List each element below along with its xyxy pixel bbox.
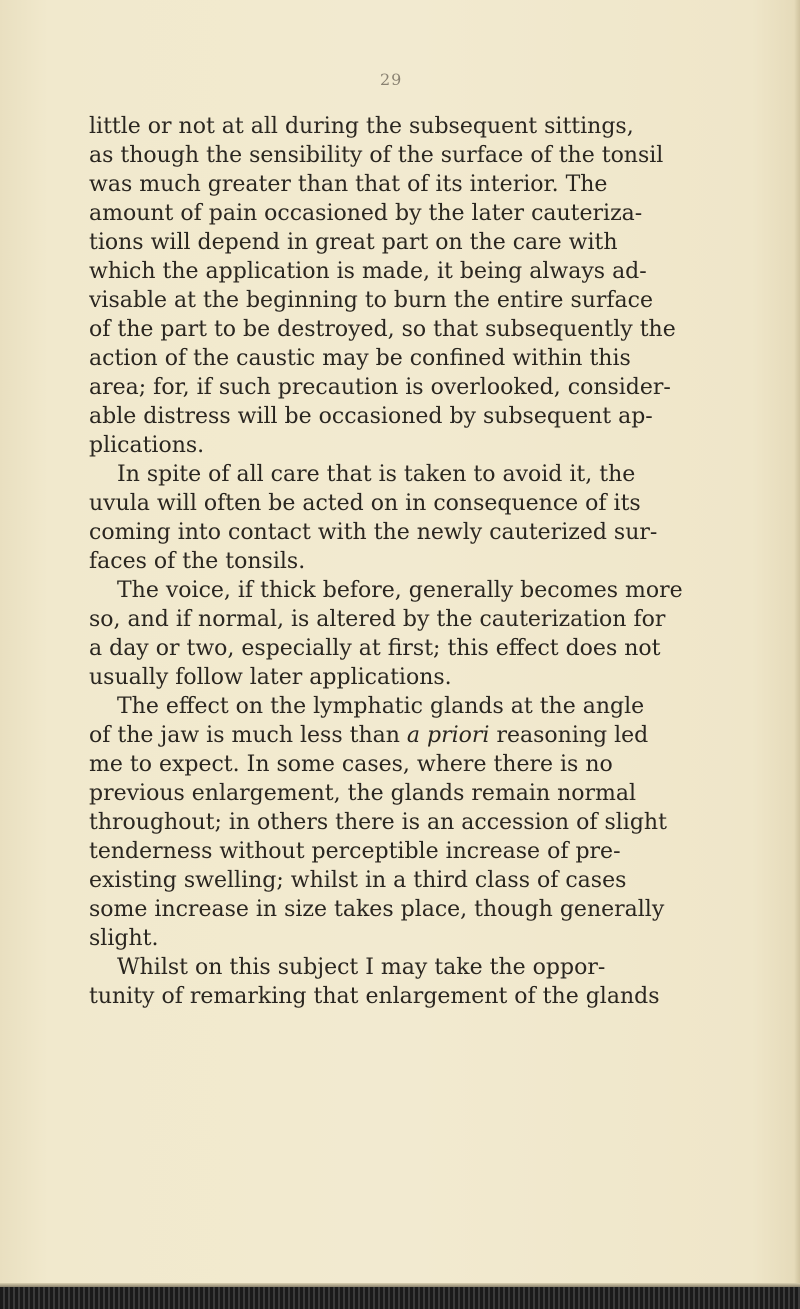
page-right-edge: [794, 0, 800, 1287]
text-line: [89, 402, 749, 431]
text-line-content: plications.: [89, 433, 205, 458]
text-line: [89, 982, 749, 1011]
text-line: [89, 112, 749, 141]
text-line-content: action of the caustic may be confined within this: [89, 346, 631, 371]
paragraph-start-line: [89, 953, 749, 982]
text-line-content: usually follow later applications.: [89, 665, 452, 690]
italic-phrase: a priori: [399, 723, 490, 748]
text-line-content: previous enlargement, the glands remain normal: [89, 781, 637, 806]
text-line-content: tions will depend in great part on the care with: [89, 230, 618, 255]
text-line: [89, 431, 749, 460]
text-line: [89, 489, 749, 518]
text-line-content: The effect on the lymphatic glands at the angle: [117, 694, 645, 719]
text-line-content: a day or two, especially at first; this effect does not: [89, 636, 661, 661]
body-text: [89, 112, 749, 1011]
book-binding-edge: [0, 1287, 800, 1309]
paragraph-start-line: [89, 460, 749, 489]
text-line: [89, 547, 749, 576]
text-line: [89, 605, 749, 634]
text-line-content: area; for, if such precaution is overlooked, consider-: [89, 375, 671, 400]
text-line-content: faces of the tonsils.: [89, 549, 306, 574]
text-line: [89, 924, 749, 953]
text-line-content: throughout; in others there is an accession of slight: [89, 810, 667, 835]
text-line: [89, 373, 749, 402]
text-line: [89, 199, 749, 228]
text-line-tail: reasoning led: [489, 723, 649, 748]
text-line: [89, 228, 749, 257]
text-line-content: little or not at all during the subsequent sittings,: [89, 114, 634, 139]
text-line-content: as though the sensibility of the surface of the tonsil: [89, 143, 664, 168]
text-line-content: The voice, if thick before, generally becomes more: [117, 578, 683, 603]
text-line-content: me to expect. In some cases, where there is no: [89, 752, 613, 777]
text-line: [89, 141, 749, 170]
text-line-content: slight.: [89, 926, 159, 951]
text-line: [89, 634, 749, 663]
text-line: [89, 895, 749, 924]
text-line: [89, 518, 749, 547]
text-line: [89, 750, 749, 779]
text-line: [89, 286, 749, 315]
text-line: [89, 663, 749, 692]
text-line-content: amount of pain occasioned by the later cauteriza-: [89, 201, 643, 226]
text-line-content: coming into contact with the newly cauterized sur-: [89, 520, 658, 545]
text-line-content: In spite of all care that is taken to avoid it, the: [117, 462, 636, 487]
text-line-content: some increase in size takes place, though generally: [89, 897, 665, 922]
text-line-content: of the jaw is much less than: [89, 723, 400, 748]
text-line-content: was much greater than that of its interior. The: [89, 172, 608, 197]
text-line-content: uvula will often be acted on in consequence of its: [89, 491, 641, 516]
text-line-content: Whilst on this subject I may take the oppor-: [117, 955, 606, 980]
paragraph-start-line: [89, 576, 749, 605]
text-line-content: which the application is made, it being always ad-: [89, 259, 647, 284]
text-line: [89, 837, 749, 866]
text-line: [89, 866, 749, 895]
text-line-content: visable at the beginning to burn the entire surface: [89, 288, 654, 313]
text-line-content: existing swelling; whilst in a third class of cases: [89, 868, 627, 893]
text-line-content: tenderness without perceptible increase of pre-: [89, 839, 621, 864]
text-line: [89, 779, 749, 808]
text-line: [89, 315, 749, 344]
text-line: [89, 344, 749, 373]
text-line-content: able distress will be occasioned by subsequent ap-: [89, 404, 653, 429]
text-line-content: of the part to be destroyed, so that subsequently the: [89, 317, 676, 342]
text-line-content: so, and if normal, is altered by the cauterization for: [89, 607, 666, 632]
text-line: [89, 170, 749, 199]
text-line: [89, 808, 749, 837]
page-number: 29: [380, 70, 403, 89]
text-line-content: tunity of remarking that enlargement of the glands: [89, 984, 660, 1009]
text-line: [89, 257, 749, 286]
text-line: [89, 721, 749, 750]
paragraph-start-line: [89, 692, 749, 721]
